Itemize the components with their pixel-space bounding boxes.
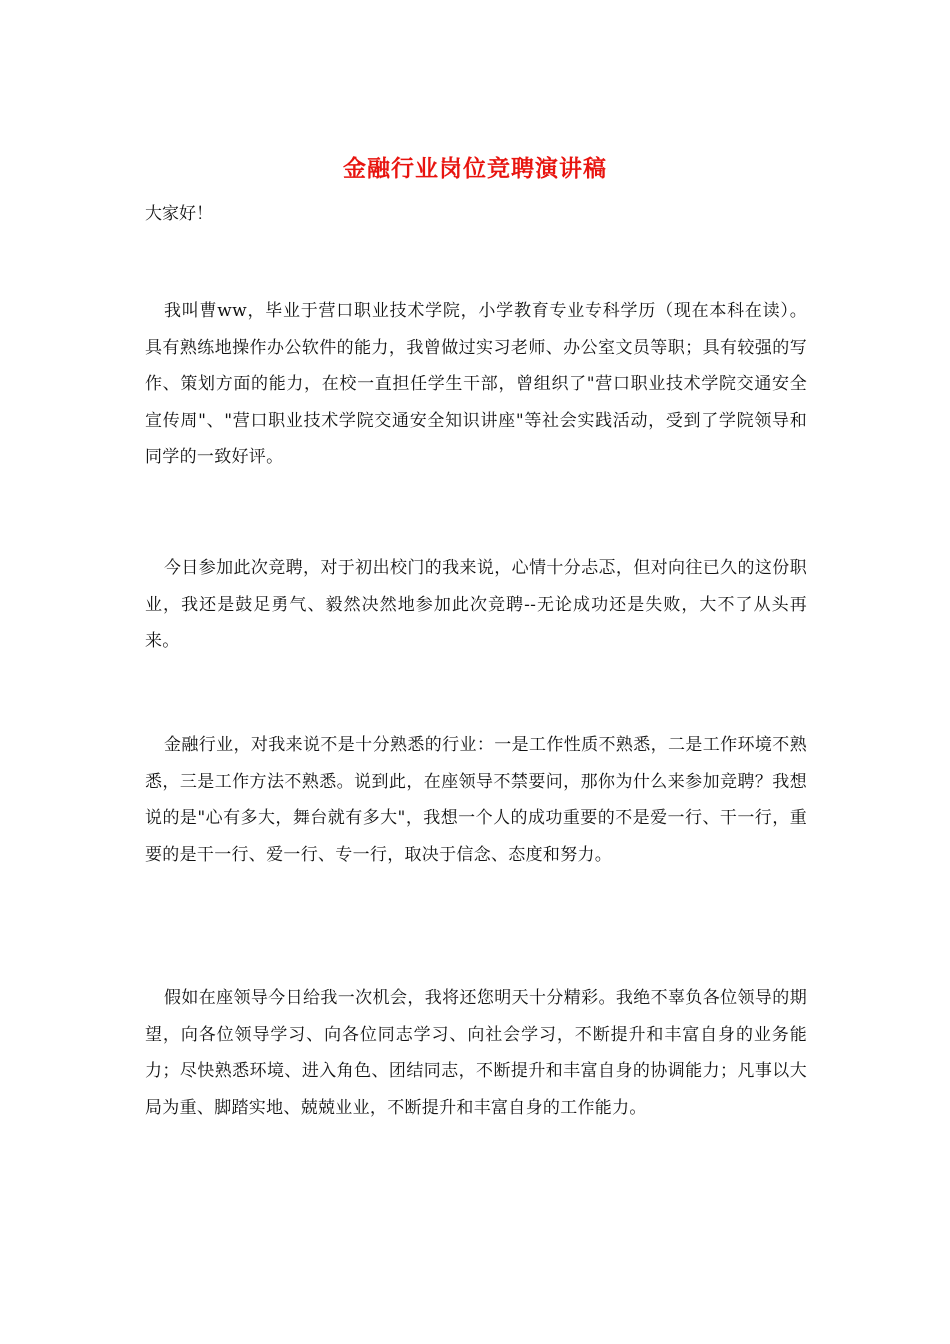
- paragraph-commitment: 假如在座领导今日给我一次机会，我将还您明天十分精彩。我绝不辜负各位领导的期望，向各位领导学习、向各位同志学习、向社会学习，不断提升和丰富自身的业务能力；尽快熟悉环境、进入角色、团结同志，不断提升和丰富自身的协调能力；凡事以大局为重、脚踏实地、兢兢业业，不断提升和丰富自身的工作能力。: [145, 988, 807, 1118]
- greeting-text: 大家好！: [145, 204, 213, 224]
- paragraph-introduction: 我叫曹ww，毕业于营口职业技术学院，小学教育专业专科学历（现在本科在读）。具有熟练地操作办公软件的能力，我曾做过实习老师、办公室文员等职；具有较强的写作、策划方面的能力，在校一直担任学生干部，曾组织了"营口职业技术学院交通安全宣传周"、"营口职业技术学院交通安全知识讲座"等社会实践活动，受到了学院领导和同学的一致好评。: [145, 301, 807, 467]
- document-title: 金融行业岗位竞聘演讲稿: [343, 155, 607, 182]
- paragraph-industry: 金融行业，对我来说不是十分熟悉的行业：一是工作性质不熟悉，二是工作环境不熟悉，三是工作方法不熟悉。说到此，在座领导不禁要问，那你为什么来参加竞聘？我想说的是"心有多大，舞台就有多大"，我想一个人的成功重要的不是爱一行、干一行，重要的是干一行、爱一行、专一行，取决于信念、态度和努力。: [145, 735, 807, 865]
- paragraph-motivation: 今日参加此次竞聘，对于初出校门的我来说，心情十分忐忑，但对向往已久的这份职业，我还是鼓足勇气、毅然决然地参加此次竞聘--无论成功还是失败，大不了从头再来。: [145, 558, 807, 651]
